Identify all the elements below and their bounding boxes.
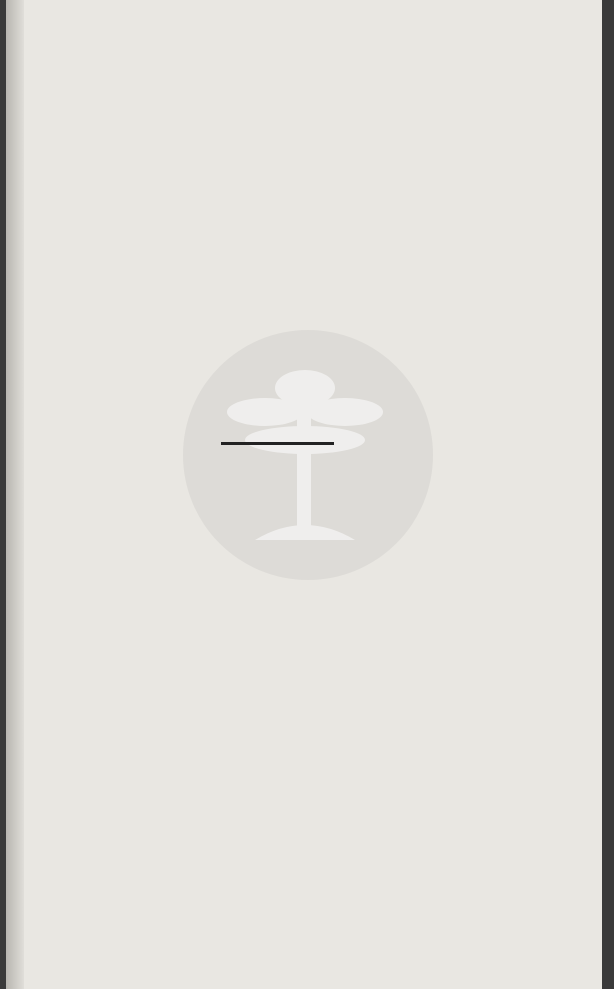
page-header	[0, 61, 614, 91]
page-spine-shadow	[6, 0, 24, 989]
section-divider	[221, 442, 334, 445]
tree-watermark-icon	[195, 350, 415, 560]
